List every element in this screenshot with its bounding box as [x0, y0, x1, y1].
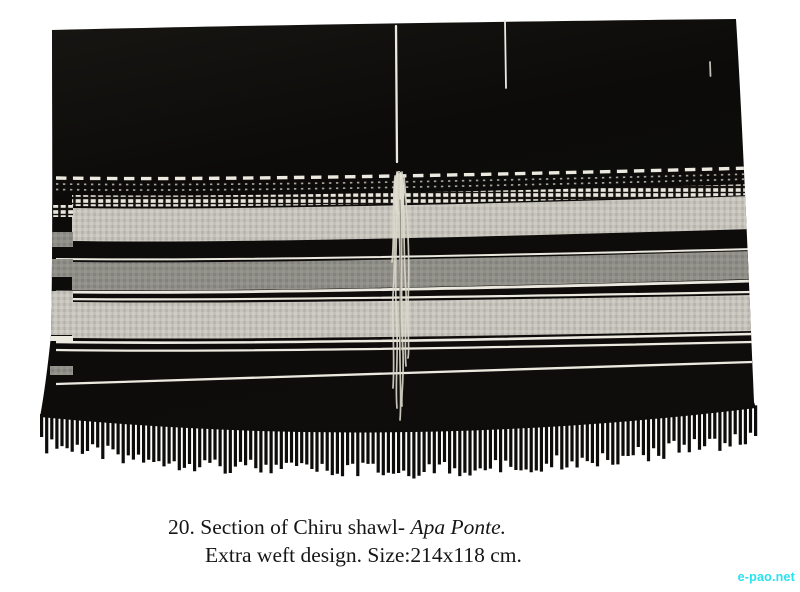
caption-line1 — [168, 514, 800, 540]
caption-text: 20. Section of Chiru shawl- — [168, 515, 411, 539]
selvage-block — [50, 205, 73, 217]
selvage-block — [50, 259, 73, 277]
selvage-block — [50, 232, 73, 247]
watermark-epao-link[interactable]: e-pao.net — [737, 570, 795, 584]
caption-title-italic: Apa Ponte. — [410, 515, 506, 539]
caption-line2: Extra weft design. Size:214x118 cm. — [205, 543, 522, 567]
loose-thread — [505, 21, 506, 88]
photo-caption — [0, 514, 800, 568]
selvage-block — [50, 291, 73, 335]
selvage-block — [50, 336, 73, 341]
hanging-cord — [396, 26, 397, 162]
selvage-block — [50, 366, 73, 375]
loose-thread-small — [710, 62, 711, 76]
